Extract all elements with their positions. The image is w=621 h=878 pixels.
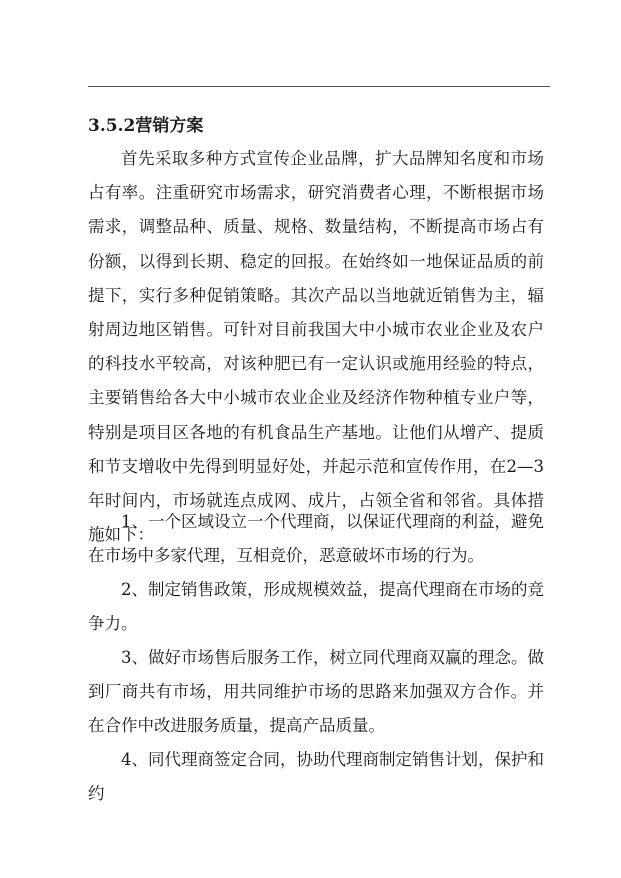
measure-4-paragraph: 4、同代理商签定合同，协助代理商制定销售计划，保护和约 [88,750,544,804]
section-heading: 3.5.2营销方案 [88,116,204,136]
measure-2-paragraph: 2、制定销售政策，形成规模效益，提高代理商在市场的竞争力。 [88,580,544,634]
measure-1-paragraph: 1、一个区域设立一个代理商，以保证代理商的利益，避免在市场中多家代理，互相竞价，恶意破坏市场的行为。 [88,512,544,566]
intro-paragraph: 首先采取多种方式宣传企业品牌，扩大品牌知名度和市场占有率。注重研究市场需求，研究消费者心理，不断根据市场需求，调整品种、质量、规格、数量结构，不断提高市场占有份额，以得到长期、稳定的回报。在始终如一地保证品质的前提下，实行多种促销策略。其次产品以当地就近销售为主，辐射周边地区销售。可针对目前我国大中小城市农业企业及农户的科技水平较高，对该种肥已有一定认识或施用经验的特点，主要销售给各大中小城市农业企业及经济作物种植专业户等，特别是项目区各地的有机食品生产基地。让他们从增产、提质和节支增收中先得到明显好处，并起示范和宣传作用，在2—3年时间内，市场就连点成网、成片，占领全省和邻省。具体措施如下： [88,149,544,545]
measure-3-paragraph: 3、做好市场售后服务工作，树立同代理商双赢的理念。做到厂商共有市场，用共同维护市场的思路来加强双方合作。并在合作中改进服务质量，提高产品质量。 [88,648,544,736]
header-divider [88,86,550,87]
